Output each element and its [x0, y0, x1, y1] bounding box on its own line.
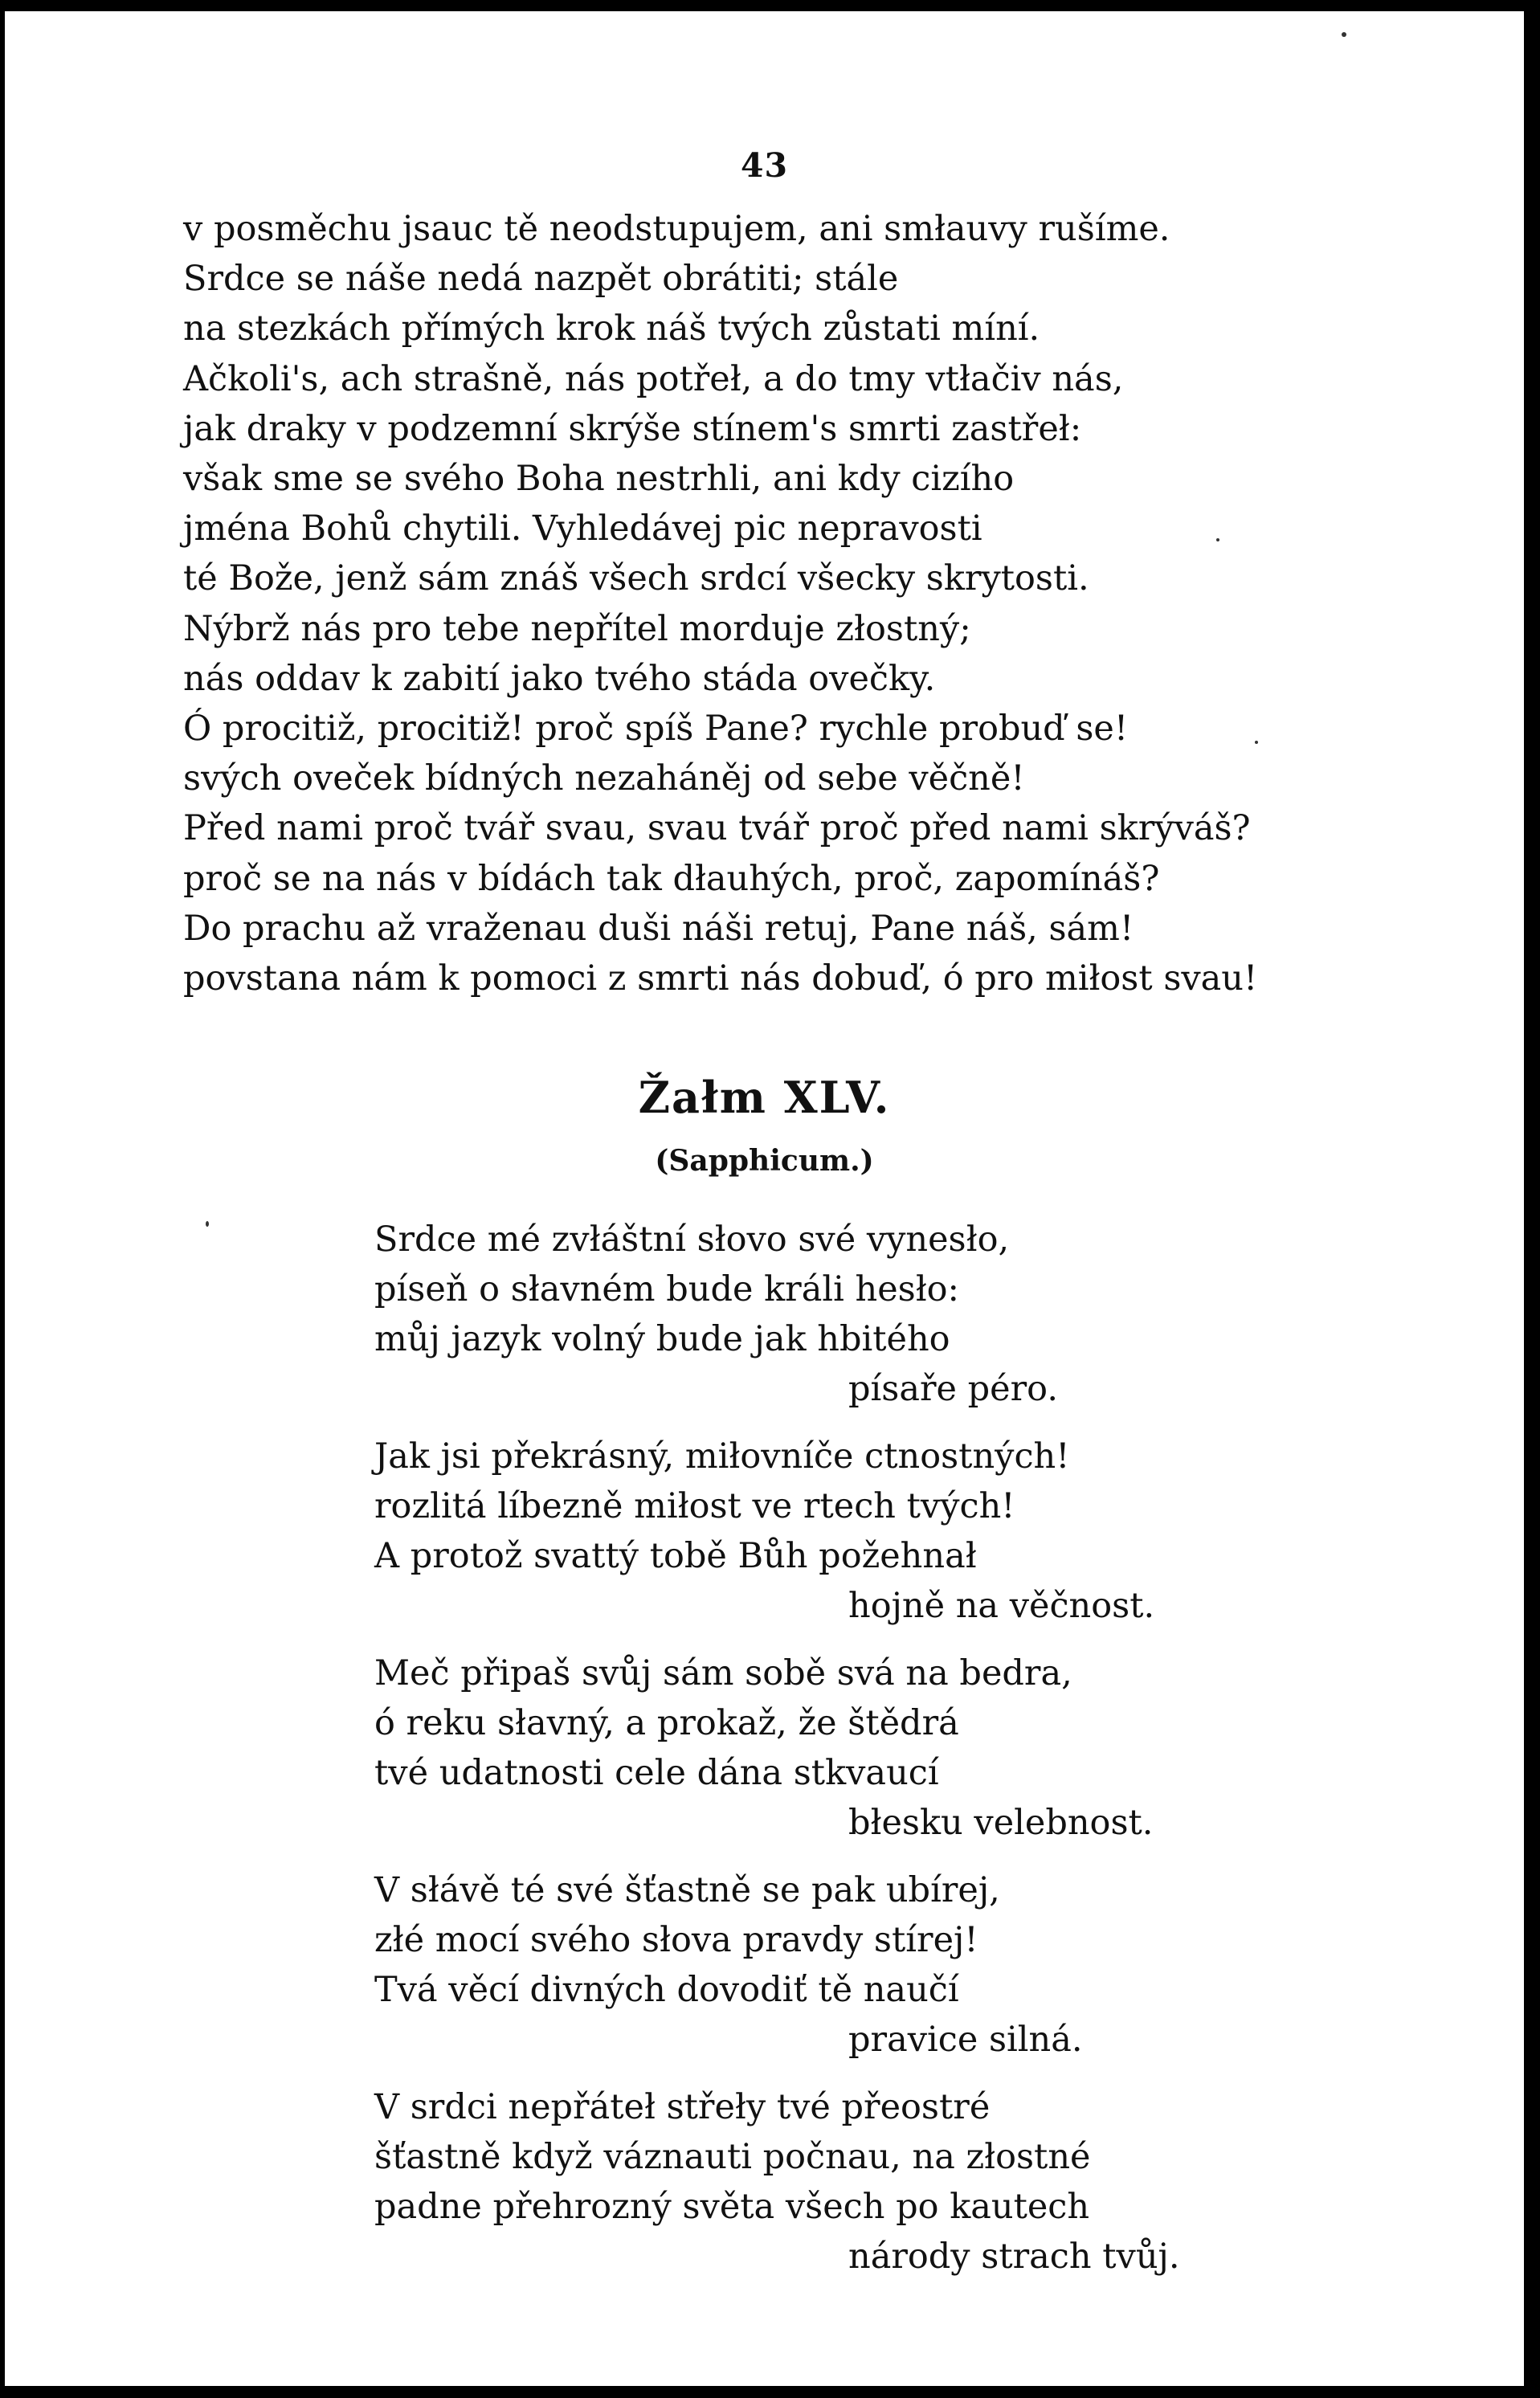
- verse-line: šťastně když váznauti počnau, na złostné: [374, 2137, 1091, 2177]
- prose-line: však sme se svého Boha nestrhli, ani kdy cizího: [183, 459, 1015, 500]
- verse-line: padne přehrozný světa všech po kautech: [374, 2187, 1090, 2227]
- paper-speck: [1342, 32, 1346, 37]
- prose-line: Do prachu až vraženau duši náši retuj, Pane náš, sám!: [183, 908, 1134, 949]
- verse-line: můj jazyk volný bude jak hbitého: [374, 1319, 950, 1359]
- verse-line: Srdce mé zvłáštní słovo své vynesło,: [374, 1219, 1010, 1260]
- verse-line: Tvá věcí divných dovodiť tě naučí: [374, 1970, 959, 2010]
- adonic-line: národy strach tvůj.: [848, 2237, 1180, 2277]
- psalm-title: Žałm XLV.: [638, 1072, 891, 1123]
- verse-line: tvé udatnosti cele dána stkvaucí: [374, 1753, 939, 1793]
- verse-line: píseň o słavném bude králi hesło:: [374, 1269, 960, 1309]
- stanza: [374, 1432, 1298, 1631]
- verse-line: Meč připaš svůj sám sobě svá na bedra,: [374, 1653, 1072, 1693]
- prose-line: Ačkoli's, ach strašně, nás potřeł, a do tmy vtłačiv nás,: [183, 358, 1124, 399]
- prose-line: proč se na nás v bídách tak dłauhých, proč, zapomínáš?: [183, 858, 1160, 899]
- prose-line: na stezkách přímých krok náš tvých zůstati míní.: [183, 308, 1040, 349]
- page-number: 43: [740, 146, 789, 185]
- prose-line: v posměchu jsauc tě neodstupujem, ani smłauvy rušíme.: [183, 209, 1170, 249]
- verse-line: V srdci nepřáteł střeły tvé přeostré: [374, 2087, 991, 2127]
- prose-line: té Bože, jenž sám znáš všech srdcí všecky skrytosti.: [183, 558, 1089, 599]
- poem: [374, 1215, 1298, 2299]
- paper-speck: [1255, 741, 1258, 744]
- adonic-line: písaře péro.: [848, 1369, 1058, 1409]
- stanza: [374, 1865, 1298, 2065]
- prose-line: Před nami proč tvář svau, svau tvář proč před nami skrýváš?: [183, 808, 1251, 849]
- scan-border: [1524, 11, 1540, 2386]
- prose-block: [183, 204, 1340, 1003]
- adonic-line: błesku velebnost.: [848, 1803, 1154, 1843]
- stanza: [374, 1215, 1298, 1414]
- book-page: [5, 11, 1524, 2386]
- paper-speck: [206, 1221, 209, 1227]
- verse-line: V słávě té své šťastně se pak ubírej,: [374, 1870, 1000, 1910]
- adonic-line: pravice silná.: [848, 2020, 1083, 2060]
- stanza: [374, 1648, 1298, 1848]
- prose-line: Nýbrž nás pro tebe nepřítel morduje złostný;: [183, 608, 971, 649]
- prose-line: povstana nám k pomoci z smrti nás dobuď, ó pro miłost svau!: [183, 958, 1258, 999]
- verse-line: rozlitá líbezně miłost ve rtech tvých!: [374, 1486, 1015, 1526]
- prose-line: svých oveček bídných nezaháněj od sebe věčně!: [183, 758, 1025, 799]
- prose-line: Srdce se náše nedá nazpět obrátiti; stále: [183, 259, 899, 300]
- prose-line: nás oddav k zabití jako tvého stáda ovečky.: [183, 658, 936, 699]
- verse-line: A protož svattý tobě Bůh požehnał: [374, 1536, 977, 1576]
- prose-line: Ó procitiž, procitiž! proč spíš Pane? rychle probuď se!: [183, 709, 1129, 750]
- psalm-subtitle: (Sapphicum.): [655, 1144, 874, 1178]
- prose-line: jak draky v podzemní skrýše stínem's smrti zastřeł:: [183, 408, 1082, 449]
- paper-speck: [1216, 538, 1219, 541]
- verse-line: złé mocí svého słova pravdy stírej!: [374, 1920, 978, 1960]
- adonic-line: hojně na věčnost.: [848, 1586, 1155, 1626]
- prose-line: jména Bohů chytili. Vyhledávej pic nepravosti: [183, 509, 982, 549]
- verse-line: Jak jsi překrásný, miłovníče ctnostných!: [374, 1436, 1070, 1477]
- verse-line: ó reku słavný, a prokaž, že štědrá: [374, 1703, 959, 1743]
- stanza: [374, 2082, 1298, 2282]
